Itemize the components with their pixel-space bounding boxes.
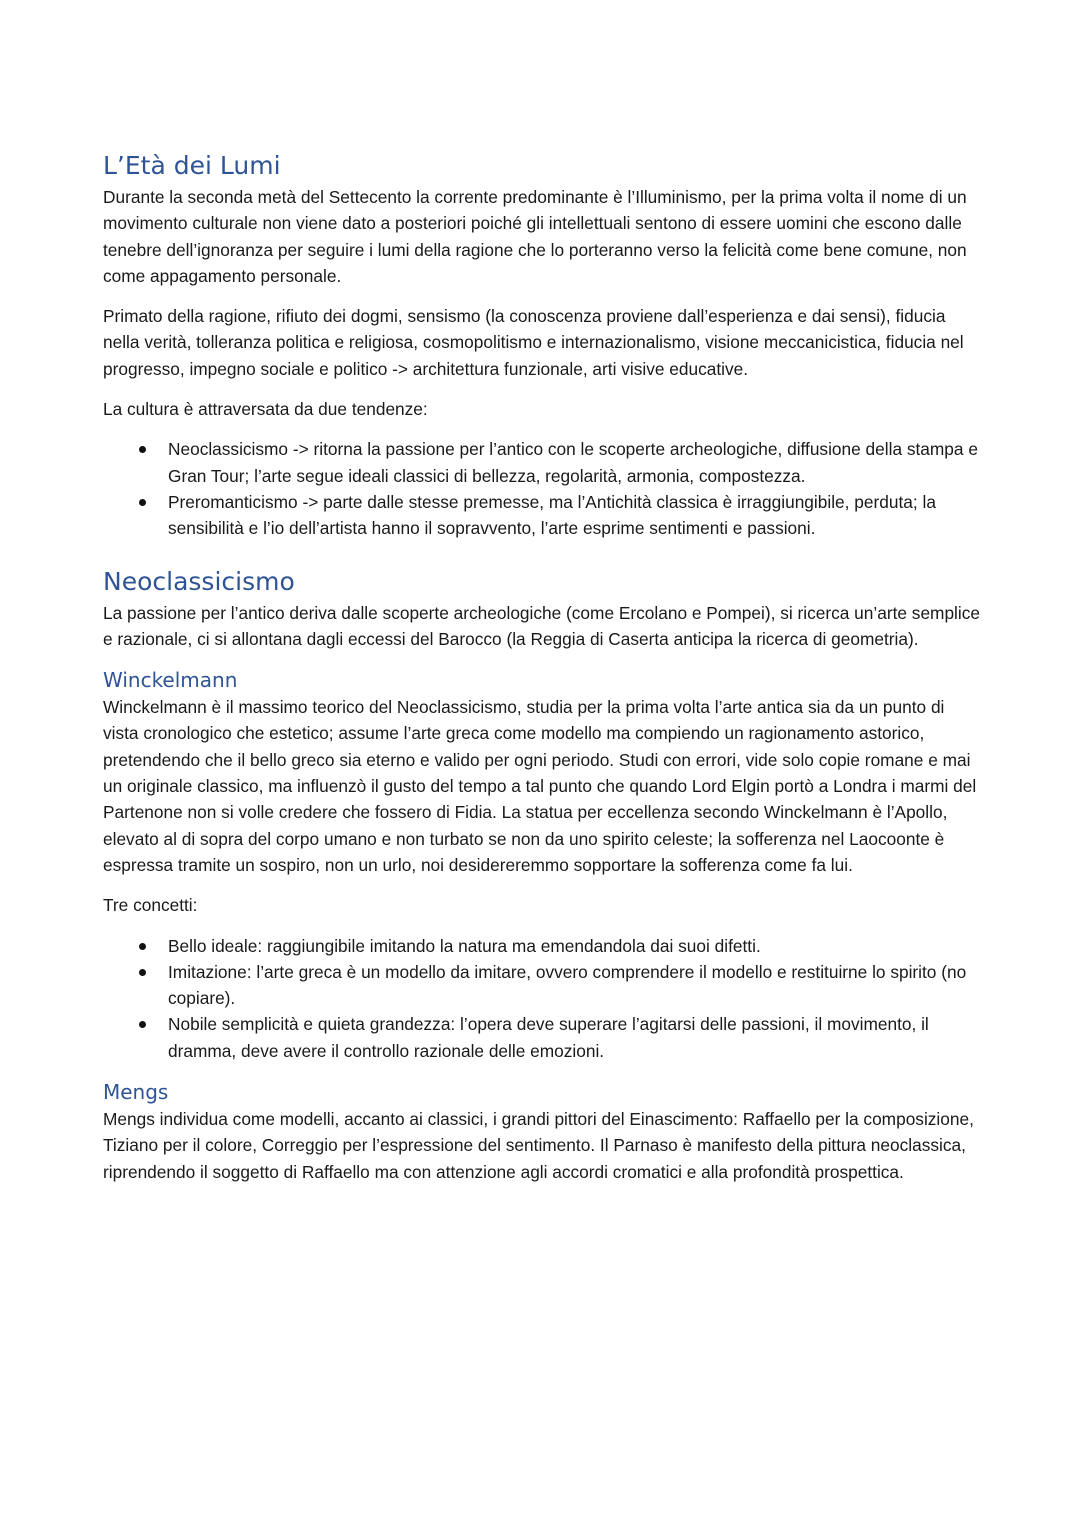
paragraph-mengs: Mengs individua come modelli, accanto ai classici, i grandi pittori del Einascimento: Raffaello per la composizione, Tiziano per il colore, Correggio per l’espressione del sentimento. Il Parnaso è manifesto della pittura neoclassica, riprendendo il soggetto di Raffaello ma con attenzione agli accordi cromatici e alla profondità prospettica. [103,1109,974,1182]
bullet-icon [139,499,146,506]
list-item-text: Neoclassicismo -> ritorna la passione per l’antico con le scoperte archeologiche, diffusione della stampa e Gran Tour; l’arte segue ideali classici di bellezza, regolarità, armonia, compostezza. [168,439,978,486]
list-item-text: Preromanticismo -> parte dalle stesse premesse, ma l’Antichità classica è irraggiungibile, perduta; la sensibilità e l’io dell’artista hanno il sopravvento, l’arte esprime sentimenti e passioni. [168,491,936,539]
list-item [103,933,983,959]
bullet-icon [139,943,146,950]
paragraph-tre-concetti: Tre concetti: [103,895,198,916]
list-item [103,959,983,1012]
section-heading-neoclassicismo: Neoclassicismo [103,566,295,596]
list-item [103,1011,983,1064]
paragraph-illuminismo-intro: Durante la seconda metà del Settecento la corrente predominante è l’Illuminismo, per la prima volta il nome di un movimento culturale non viene dato a posteriori poiché gli intellettuali sentono di essere uomini che escono dalle tenebre dell’ignoranza per seguire i lumi della ragione che lo porteranno verso la felicità come bene comune, non come appagamento personale. [103,187,967,286]
bullet-icon [139,969,146,976]
list-item [103,436,983,489]
tendenze-list [103,436,983,541]
paragraph-due-tendenze: La cultura è attraversata da due tendenze: [103,399,428,420]
list-item-text: Bello ideale: raggiungibile imitando la natura ma emendandola dai suoi difetti. [168,935,761,956]
concetti-list [103,933,983,1064]
bullet-icon [139,1021,146,1028]
paragraph-winckelmann: Winckelmann è il massimo teorico del Neoclassicismo, studia per la prima volta l’arte antica sia da un punto di vista cronologico che estetico; assume l’arte greca come modello ma compiendo un ragionamento astorico, pretendendo che il bello greco sia eterno e valido per ogni periodo. Studi con errori, vide solo copie romane e mai un originale classico, ma influenzò il gusto del tempo a tal punto che quando Lord Elgin portò a Londra i marmi del Partenone non si volle credere che fossero di Fidia. La statua per eccellenza secondo Winckelmann è l’Apollo, elevato al di sopra del corpo umano e non turbato se non da uno spirito celeste; la sofferenza nel Laocoonte è espressa tramite un sospiro, non un urlo, noi desidereremmo sopportare la sofferenza come fa lui. [103,697,977,875]
subheading-mengs: Mengs [103,1080,169,1105]
paragraph-illuminismo-caratteri: Primato della ragione, rifiuto dei dogmi, sensismo (la conoscenza proviene dall’esperienza e dai sensi), fiducia nella verità, tolleranza politica e religiosa, cosmopolitismo e internazionalismo, visione meccanicistica, fiducia nel progresso, impegno sociale e politico -> architettura funzionale, arti visive educative. [103,306,964,379]
paragraph-neoclassicismo: La passione per l’antico deriva dalle scoperte archeologiche (come Ercolano e Pompei), si ricerca un’arte semplice e razionale, ci si allontana dagli eccessi del Barocco (la Reggia di Caserta anticipa la ricerca di geometria). [103,602,980,649]
document-page [103,150,983,1199]
list-item-text: Nobile semplicità e quieta grandezza: l’opera deve superare l’agitarsi delle passioni, il movimento, il dramma, deve avere il controllo razionale delle emozioni. [168,1014,929,1061]
bullet-icon [139,446,146,453]
list-item [103,489,983,542]
section-heading-eta-dei-lumi: L’Età dei Lumi [103,151,281,180]
subheading-winckelmann: Winckelmann [103,668,238,693]
list-item-text: Imitazione: l’arte greca è un modello da imitare, ovvero comprendere il modello e restituirne lo spirito (no copiare). [168,961,967,1009]
